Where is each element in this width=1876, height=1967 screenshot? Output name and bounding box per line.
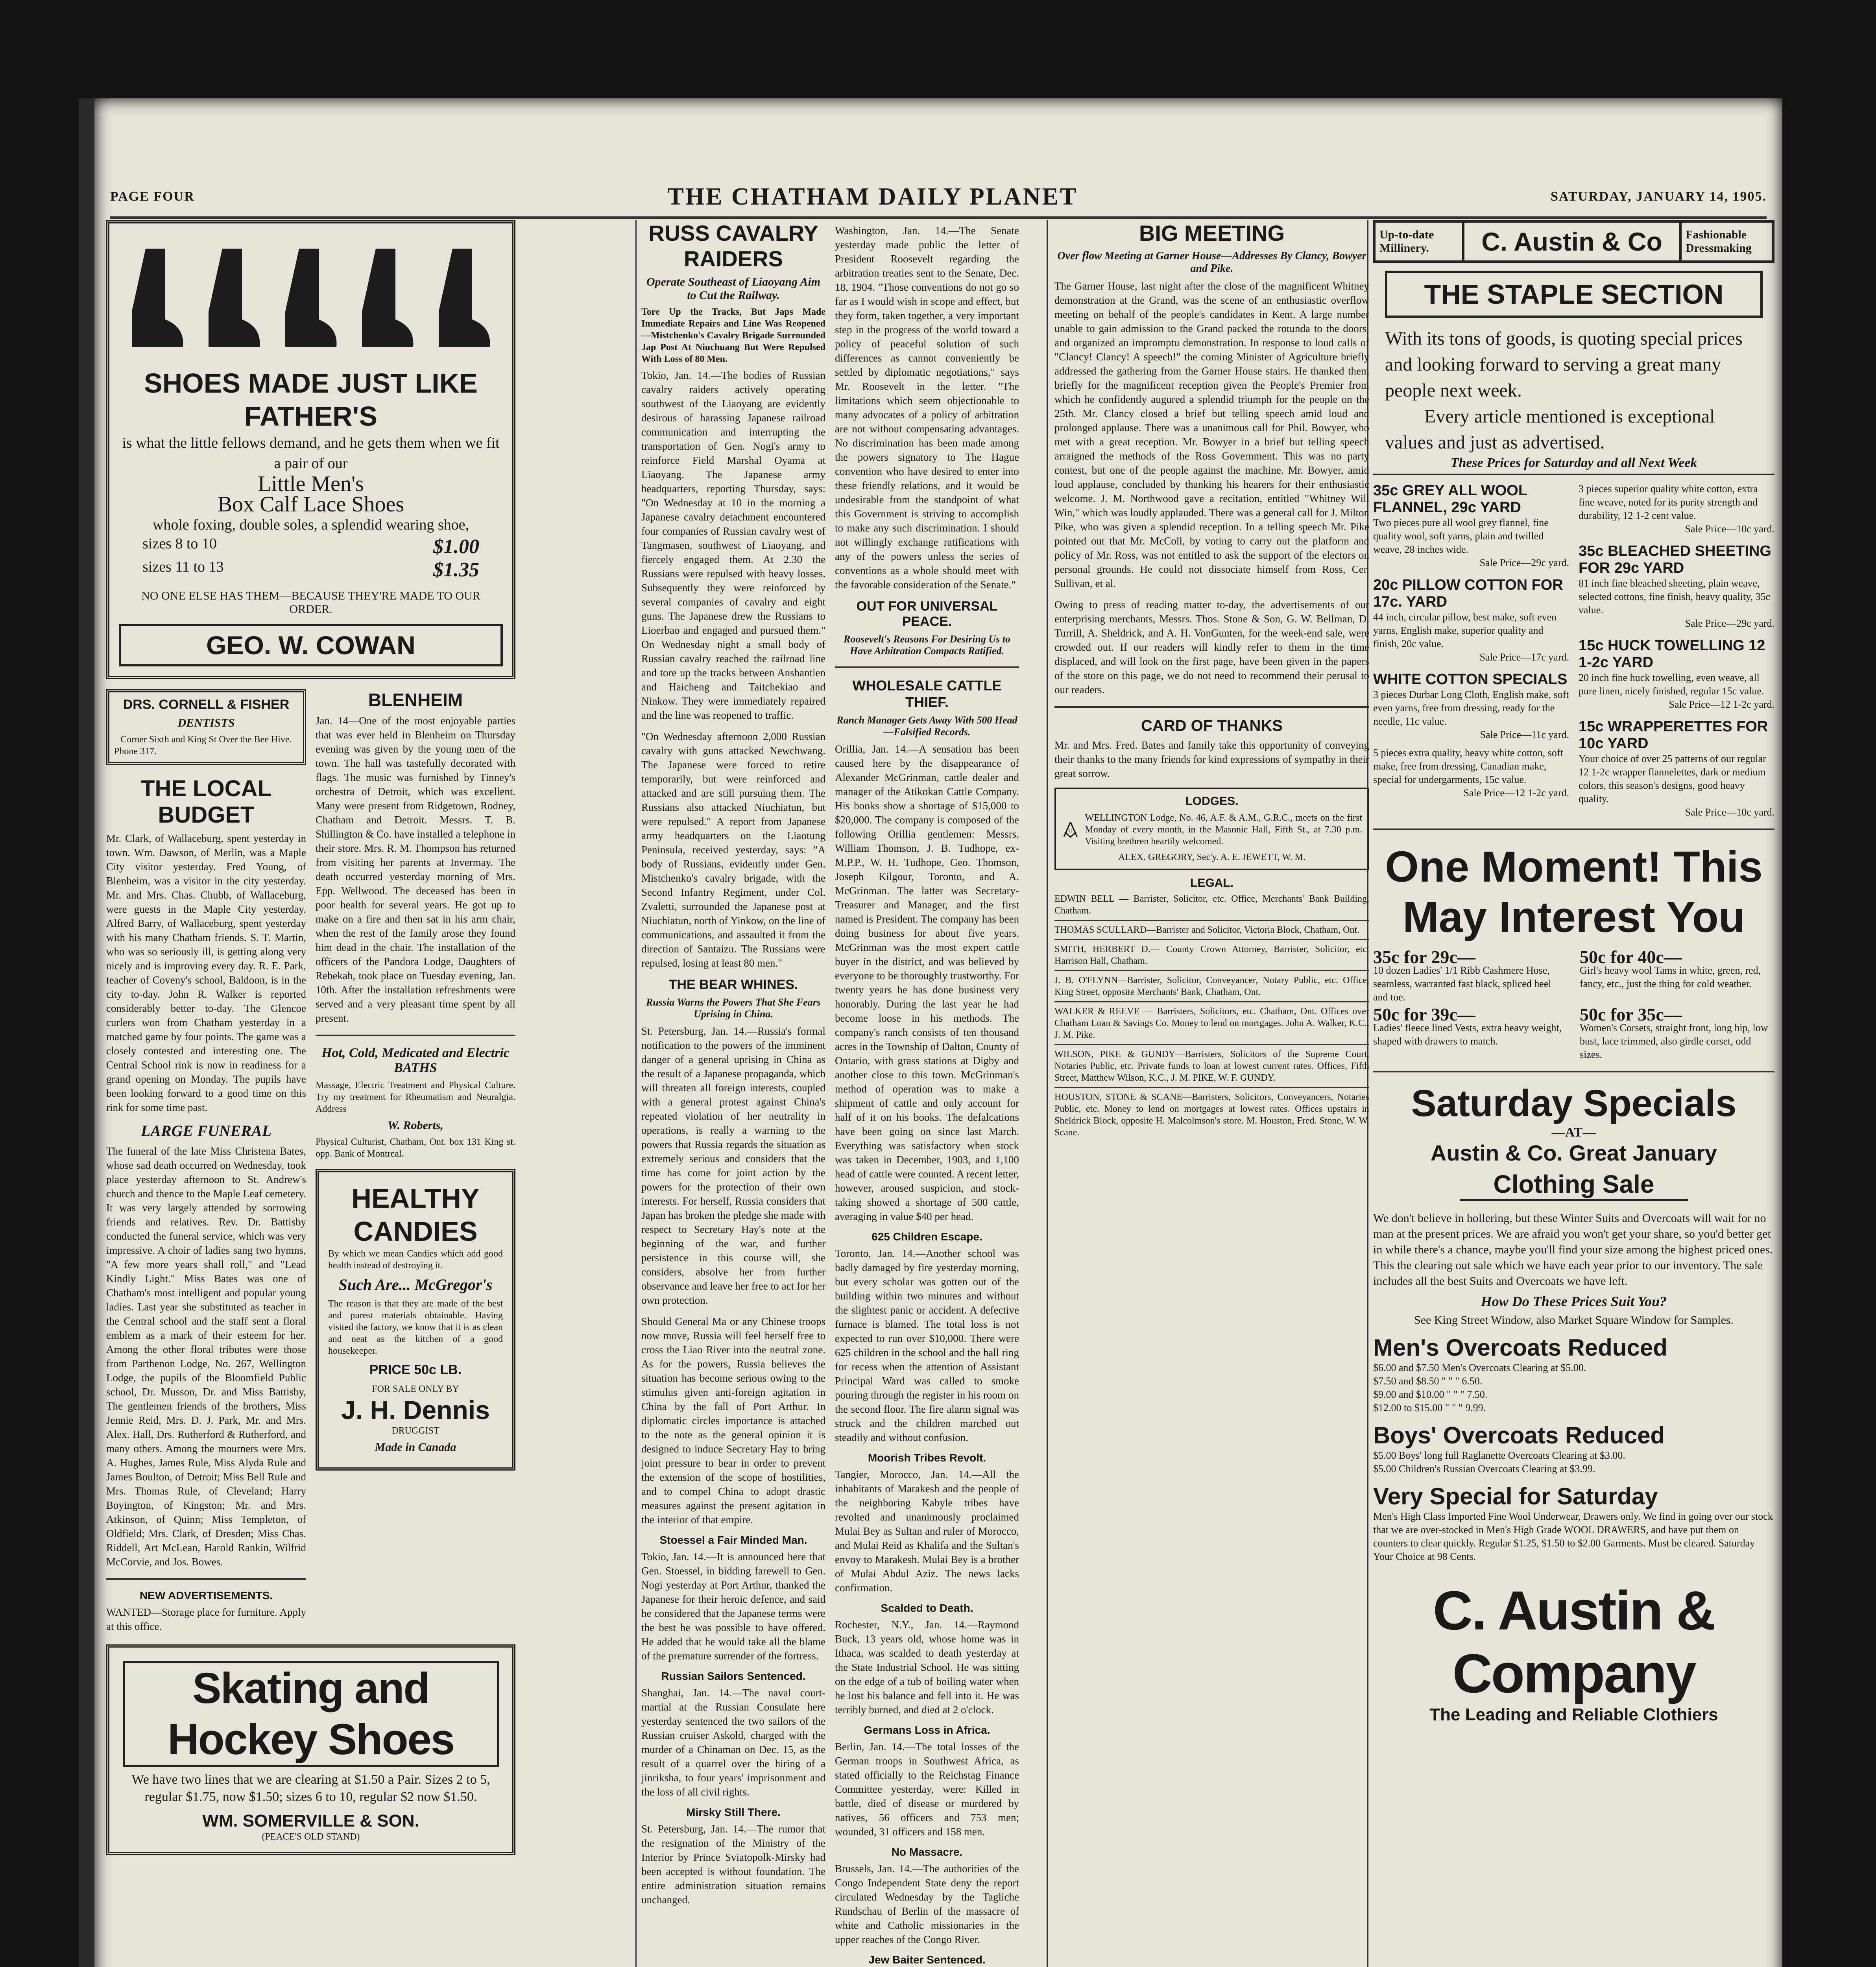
cattle-thief-title: WHOLESALE CATTLE THIEF. [852,677,1002,710]
war-news-subcolumns [641,220,1019,1967]
candies-ad [316,1169,515,1471]
mens-line: $7.50 and $8.50 " " " 6.50. [1373,1375,1483,1387]
size-range: sizes 8 to 10 [142,535,217,552]
jew-baiter-title: Jew Baiter Sentenced. [868,1954,986,1966]
russ-cavalry-text2: "On Wednesday afternoon 2,000 Russian cavalry with guns attacked Newchwang. The Japanese were forced to retire temporarily, but were reinforced and attacked and are still pursuing them. The Russians also attacked Niuchiatun, but were repulsed." A report from Japanese army headquarters on the Liaotung Peninsula, received yesterday, says: "A body of Russians, evidently under Gen. Mistchenko's cavalry brigade, with the Second Infantry Regiment, under Col. Zvaletti, surrounded the Japanese post at Niuchiatun, north of Yinkow, on the line of communications, and assaulted it from the direction of Santaizu. The Russians were repulsed, losing at least 80 men." [641,731,825,969]
column-rule [635,220,637,1967]
germans-loss-text: Berlin, Jan. 14.—The total losses of the German troops in Southwest Africa, as stated officially to the Reichstag Finance Committee yesterday, were: Killed in battle, died of disease or murdered by natives, 56 officers and 753 men; wounded, 31 officers and 158 men. [835,1741,1019,1838]
dressmaking-label: Fashionable Dressmaking [1686,228,1752,255]
staple-items-right [1579,475,1774,819]
legal-title: LEGAL. [1190,876,1233,889]
one-moment-desc: Women's Corsets, straight front, long hip, low bust, lace trimmed, also girdle corset, odd sizes. [1580,1022,1768,1060]
one-moment-item [1373,1004,1568,1061]
ad-note: NO ONE ELSE HAS THEM—BECAUSE THEY'RE MADE TO OUR ORDER. [141,589,480,616]
baths-name: W. Roberts, [388,1119,443,1132]
millinery-label: Up-to-date Millinery. [1376,223,1464,260]
baths-address: Physical Culturist, Chatham, Ont. box 131 King st. opp. Bank of Montreal. [316,1137,515,1159]
staple-items [1373,475,1774,819]
divider [1373,1071,1774,1072]
staple-item-price: Sale Price—12 1-2c yard. [1669,699,1774,710]
one-moment-price: 50c for 35c— [1580,1004,1682,1024]
cowan-shoe-ad [106,220,515,679]
skating-stand: (PEACE'S OLD STAND) [262,1832,360,1842]
issue-date: SATURDAY, JANUARY 14, 1905. [1550,189,1767,204]
masonic-square-compass-icon [1062,808,1079,851]
skating-text: We have two lines that we are clearing at $1.50 a Pair. Sizes 2 to 5, regular $1.75, now $1.50; sizes 6 to 10, regular $2 now $1.50. [131,1772,490,1804]
candies-druggist: DRUGGIST [391,1426,439,1436]
staple-item-price: Sale Price—11c yard. [1480,729,1569,740]
no-massacre-title: No Massacre. [891,1846,963,1858]
blenheim-title: BLENHEIM [368,690,463,710]
staple-item-price: Sale Price—10c yard. [1685,523,1774,535]
price-line [119,558,503,581]
staple-intro2: Every article mentioned is exceptional values and just as advertised. [1385,406,1715,453]
staple-item-heading: 35c GREY ALL WOOL FLANNEL, 29c YARD [1373,482,1527,516]
candies-price: PRICE 50c LB. [369,1362,462,1377]
russ-cavalry-text: Tokio, Jan. 14.—The bodies of Russian cavalry raiders actively operating southwest of the Liaoyang are evidently desirous of harassing Japanese railroad communication and interrupting the transportation of Gen. Nogi's army to reinforce Field Marshal Oyama at Liaoyang. The Japanese army headquarters, reporting Thursday, says: "On Wednesday at 10 in the morning a Japanese cavalry detachment encountered four companies of Russian cavalry west of Tangmasen, southwest of Liaoyang, and fiercely engaged them. At 2.30 the Russians were repulsed with heavy losses. Subsequently they were reinforced by several companies of cavalry and eight guns. The Japanese drew the Russians to Lioerbao and engaged and pursued them." On Wednesday night a small body of Russian cavalry reached the railroad line and tore up the tracks between Anshantien and Haicheng and Taitchekiao and Ninkow. They were immediately repaired and the line was reopened to traffic. [641,369,825,721]
universal-peace-text: Washington, Jan. 14.—The Senate yesterday made public the letter of President Roosevelt regarding the arbitration treaties sent to the Senate, Dec. 18, 1904. "Those conventions do not go so far as I would wish in scope and effect, but they form, taken together, a very important step in the progress of the world toward a policy of peaceful solution of such differences as cannot conveniently be settled by diplomatic negotiations," says Mr. Roosevelt in the letter. "The limitations which seem objectionable to many advocates of a policy of arbitration are not without compensating advantages. No discrimination has been made among the powers signatory to The Hague convention who have desired to enter into these friendly relations, and it would be undesirable from the standpoint of what this Government is striving to accomplish to make any such discrimination. I should not willingly exchange ratifications with any of the powers unless the series of conventions as a whole should meet with the favorable consideration of the Senate." [835,225,1019,590]
staple-item-heading: 15c WRAPPERETTES FOR 10c YARD [1579,718,1768,752]
very-special-title: Very Special for Saturday [1373,1483,1658,1509]
ad-desc: whole foxing, double soles, a splendid wearing shoe, [152,517,469,533]
dentists-address: Corner Sixth and King St Over the Bee Hive. [120,734,292,745]
staple-item-price: Sale Price—10c yard. [1685,806,1774,818]
stoessel-title: Stoessel a Fair Minded Man. [659,1534,807,1546]
newspaper-page [94,98,1782,1967]
price-line [119,535,503,558]
divider [835,666,1019,668]
divider [106,1578,306,1580]
bear-whines-text: St. Petersburg, Jan. 14.—Russia's formal notification to the powers of the imminent danger of a general uprising in China as the result of a Japanese propaganda, which will threaten all foreign interests, coupled with a general protest against China's repeated violation of her neutrality in operations, is really a warning to the powers that Russia regards the situation as extremely serious and considers that the time has come for joint action by the powers for the protection of their own interests. For herself, Russia considers that Japan has broken the pledge she made with respect to Secretary Hay's note at the beginning of the war, and further persistence in this course will, she considers, absolve her from further observance and leave her free to act for her own protection. [641,1025,825,1306]
no-massacre-text: Brussels, Jan. 14.—The authorities of the Congo Independent State deny the report circulated Wednesday by the Tagliche Rundschau of Berlin of the massacre of white and Catholic missionaries in the upper reaches of the Congo River. [835,1863,1019,1945]
candies-text2: The reason is that they are made of the best and purest materials obtainable. Having visited the factory, we know that it is as clean and neat as the kitchen of a good housekeeper. [328,1299,503,1356]
mens-line: $6.00 and $7.50 Men's Overcoats Clearing at $5.00. [1373,1362,1586,1373]
bear-whines-sub: Russia Warns the Powers That She Fears Uprising in China. [646,996,821,1020]
one-moment-price: 35c for 29c— [1373,947,1475,967]
big-meeting-text2: Owing to press of reading matter to-day, the advertisements of our enterprising merchants, Messrs. Thos. Stone & Son, G. W. Bellman, D. Turrill, A. Sheldrick, and A. H. VonGunten, for the week-end sale, were crowded out. If our readers will kindly refer to them in the time displaced, and will look on the first page, have been given in the papers of the store on this page, we do not need to recommend their perusal to our readers. [1054,599,1369,696]
scalded-title: Scalded to Death. [881,1602,973,1614]
staple-item-text: 3 pieces superior quality white cotton, extra fine weave, noted for its purity strength and durability, 12 1-2 cent value. [1579,483,1758,521]
legal-entry: HOUSTON, STONE & SCANE—Barristers, Solicitors, Conveyancers, Notaries Public, etc. Money to lend on mortgages at lowest rates. Offices upstairs in Sheldrick Block, opposite H. Malcolmson's store. M. Houston, Fred. Stone, W. W. Scane. [1054,1092,1369,1138]
legal-entry: WILSON, PIKE & GUNDY—Barristers, Solicitors of the Supreme Court, Notaries Public, etc. Private funds to loan at lowest current rates. Offices, Fifth Street, Matthew Wilson, K.C., J. M. PIKE, W. F. GUNDY. [1054,1045,1369,1088]
divider [316,1035,515,1036]
candies-title: HEALTHY CANDIES [351,1183,480,1247]
page-binding-edge [79,98,94,1967]
funeral-title: LARGE FUNERAL [140,1122,272,1140]
staple-item-heading: 35c BLEACHED SHEETING FOR 29c YARD [1579,543,1771,576]
big-meeting-title: BIG MEETING [1139,221,1285,245]
big-meeting-text: The Garner House, last night after the close of the magnificent Whitney demonstration at the Grand, was the scene of an enthusiastic overflow meeting on behalf of the people's candidates in Kent. A large number unable to gain admission to the Grand packed the rotunda to the doors, and organized an impromptu demonstration. In response to loud calls of "Clancy! Clancy! A speech!" the coming Minister of Agriculture briefly addressed the gathering from the Garner House stairs. He thanked them briefly for the magnificent reception given the People's Premier from which he confidently augured a splendid triumph for the people on the 25th. Mr. Clancy closed a brief but telling speech amid loud and prolonged applause. There was a unanimous call for Phil. Bowyer, who met with a great reception. Mr. Bowyer in a brief but telling speech arraigned the methods of the Ross Government. This was no party contest, but one of the people against the machine. Mr. Bowyer, amid loud applause, concluded by thanking his hearers for their enthusiastic welcome. J. M. Northwood gave a recitation, entitled "Whitney Will Win," which was loudly applauded. There was a general call for J. Milton Pike, who was given a splendid reception. In a telling speech Mr. Pike pointed out that Mr. McColl, by voting to carry out the platform and policy of Mr. Ross, was not entitled to ask the support of the electors on personal grounds. He could not dissociate himself from Ross, Cer. Sullivan, et al. [1054,280,1369,589]
children-escape-text: Toronto, Jan. 14.—Another school was badly damaged by fire yesterday morning, but every scholar was gotten out of the building within two minutes and without the slightest panic or accident. A defective furnace is blamed. The total loss is not expected to run over $10,000. There were 625 children in the school and the hall ring for recess when the attention of Assistant Principal Ward was called to smoke pouring through the register in his room on the second floor. The fire alarm signal was struck and the children marched out steadily and without confusion. [835,1247,1019,1443]
cattle-thief-sub: Ranch Manager Gets Away With 500 Head—Falsified Records. [836,714,1017,738]
ad-product: Box Calf Lace Shoes [217,492,404,517]
boot-icon [360,245,415,355]
column-rule [1047,220,1048,1967]
lodges-title: LODGES. [1185,795,1239,808]
sailors-text: Shanghai, Jan. 14.—The naval court-martial at the Russian Consulate here yesterday sentenced the two sailors of the Russian cruiser Askold, charged with the murder of a Chinaman on Dec. 15, as the result of a quarrel over the hiring of a jinriksha, to four years' imprisonment and the loss of all civil rights. [641,1687,825,1798]
lodges-text: WELLINGTON Lodge, No. 46, A.F. & A.M., G.R.C., meets on the first Monday of every month, in the Masonic Hall, Fifth St., at 7.30 p.m. Visiting brethren heartily welcomed. [1085,813,1362,847]
left-subcolumns [106,689,515,1640]
dentists-title: DRS. CORNELL & FISHER [123,697,290,712]
dentists-sub: DENTISTS [177,716,235,729]
candies-text: By which we mean Candies which add good health instead of destroying it. [328,1249,503,1271]
ad-product: Little Men's [258,472,364,496]
skating-title: Skating and Hockey Shoes [123,1661,499,1767]
bear-whines-text2: Should General Ma or any Chinese troops now move, Russia will feel herself free to cross the Liao River into the neutral zone. As for the powers, Russia believes the situation has become serious owing to the stimulus given anti-foreign agitation in China by the fall of Port Arthur. In diplomatic circles importance is attached to the note as the general opinion it is designed to induce Secretary Hay to bring joint pressure to bear in order to prevent the extension of the scope of hostilities, and to compel China to adopt drastic measures against the present agitation in the interior of that empire. [641,1316,825,1526]
ad-headline: SHOES MADE JUST LIKE FATHER'S [144,368,478,432]
saturday-window: See King Street Window, also Market Square Window for Samples. [1414,1314,1734,1327]
staple-section-title: THE STAPLE SECTION [1385,271,1763,318]
one-moment-item [1580,947,1774,1004]
lodges-notice [1054,788,1369,870]
staple-item-price: Sale Price—12 1-2c yard. [1463,787,1569,799]
merchant-name: GEO. W. COWAN [119,624,503,666]
staple-item-price: Sale Price—29c yard. [1685,618,1774,629]
scalded-text: Rochester, N.Y., Jan. 14.—Raymond Buck, 13 years old, whose home was in Ithaca, was scalded to death yesterday at the State Industrial School. He was sitting on the edge of a tub of boiling water when he lost his balance and fell into it. He was terribly burned, and died at 2 o'clock. [835,1619,1019,1716]
one-moment-price: 50c for 39c— [1373,1004,1475,1024]
one-moment-desc: Girl's heavy wool Tams in white, green, red, fancy, etc., just the thing for cold weather. [1580,965,1761,989]
local-budget-title: THE LOCAL BUDGET [141,776,271,828]
staple-item-text: Your choice of over 25 patterns of our regular 12 1-2c wrapper flannelettes, dark or medium colors, this season's designs, good heavy quality. [1579,753,1766,805]
staple-items-left [1373,475,1569,819]
one-moment-desc: Ladies' fleece lined Vests, extra heavy weight, shaped with drawers to match. [1373,1022,1562,1047]
one-moment-desc: 10 dozen Ladies' 1/1 Ribb Cashmere Hose, seamless, warranted fast black, spliced heel and toe. [1373,965,1551,1003]
dentists-phone: Phone 317. [114,746,157,757]
one-moment-price: 50c for 40c— [1580,947,1682,967]
svg-text:G: G [1068,828,1073,834]
boot-icon [283,245,338,355]
boot-icon [437,245,492,355]
newspaper-title: THE CHATHAM DAILY PLANET [667,183,1078,210]
legal-entry: J. B. O'FLYNN—Barrister, Solicitor, Conveyancer, Notary Public, etc. Office, King Street, opposite Merchants' Bank, Chatham, Ont. [1054,971,1369,1002]
staple-item-text: Two pieces pure all wool grey flannel, fine quality wool, soft yarns, plain and twilled weave, 28 inches wide. [1373,517,1549,555]
one-moment-grid [1373,947,1774,1061]
legal-entry: EDWIN BELL — Barrister, Solicitor, etc. Office, Merchants' Bank Building, Chatham. [1054,890,1369,921]
staple-item-text: 5 pieces extra quality, heavy white cotton, soft make, free from dressing, Canadian make, special for undergarments, 15c value. [1373,747,1563,785]
staple-item-heading: 20c PILLOW COTTON FOR 17c. YARD [1373,577,1563,610]
staple-item-text: 20 inch fine huck towelling, even weave, all pure linen, nicely finished, regular 15c value. [1579,672,1764,697]
legal-entry: THOMAS SCULLARD—Barrister and Solicitor, Victoria Block, Chatham, Ont. [1054,921,1369,940]
universal-peace-title: OUT FOR UNIVERSAL PEACE. [856,599,998,629]
mirsky-text: St. Petersburg, Jan. 14.—The rumor that the resignation of the Ministry of the Interior by Prince Sviatopolk-Mirsky had been accepted is without foundation. The entire administration situation remains unchanged. [641,1823,825,1906]
local-budget-text: Mr. Clark, of Wallaceburg, spent yesterday in town. Wm. Dawson, of Merlin, was a Maple City visitor yesterday. Fred Young, of Blenheim, was a visitor in the city yesterday. Mr. and Mrs. Chas. Chubb, of Wallaceburg, were guests in the Maple City yesterday. Alfred Barry, of Wallaceburg, spent yesterday with his many Chatham friends. S. T. Martin, who was so seriously ill, is getting along very nicely and is improving every day. R. E. Park, teacher of Coveny's school, Baldoon, is in the city to-day. John R. Walker is reported considerably better to-day. The Glencoe curlers won from Chatham yesterday in a matched game by four points. The game was a closely contested and interesting one. The Central School rink is now in readiness for a grand opening on Monday. The pupils have been looking forward to a good time on this rink for some time past. [106,832,306,1113]
staple-price-bar: These Prices for Saturday and all Next Week [1373,456,1774,475]
page-label: PAGE FOUR [110,189,195,204]
boys-line: $5.00 Boys' long full Raglanette Overcoats Clearing at $3.00. [1373,1450,1625,1461]
column-local-notices [1054,220,1369,1967]
column-war-news [641,220,1019,1967]
subcolumn-a [106,689,306,1640]
divider [1054,706,1369,708]
card-thanks-title: CARD OF THANKS [1141,717,1283,734]
big-meeting-sub: Over flow Meeting at Garner House—Addresses By Clancy, Bowyer and Pike. [1057,250,1366,275]
russ-cavalry-sub: Operate Southeast of Liaoyang Aim to Cut the Railway. [646,275,821,302]
universal-peace-sub: Roosevelt's Reasons For Desiring Us to Have Arbitration Compacts Ratified. [844,633,1010,657]
staple-item-text: 44 inch, circular pillow, best make, soft even yarns, English make, superior quality and finish, 20c value. [1373,611,1557,650]
clothing-sale: Clothing Sale [1460,1170,1688,1201]
size-range: sizes 11 to 13 [142,559,224,575]
cattle-thief-text: Orillia, Jan. 14.—A sensation has been caused here by the disappearance of Alexander McGrinman, cattle dealer and manager of the Atikokan Cattle Company. His books show a shortage of $15,000 to $20,000. The company is composed of the following Orillia gentlemen: Messrs. William Thomson, J. B. Tudhope, ex-M.P.P., W. H. Tudhope, Geo. Thomson, Joseph Kilgour, Toronto, and A. McGrinman. The latter was Secretary-Treasurer and Manager, and the first named is President. The company has been doing business for about five years. McGrinman was the most expert cattle buyer in the district, and was believed by everyone to be thoroughly trustworthy. For twenty years he has done business very honorably. During the last year he had become loose in his methods. The company's ranch consists of ten thousand acres in the Township of Dalton, County of Ontario, with grass stations at Digby and another close to this town. McGrinman's method of operation was to make a shipment of cattle and only account for half of it on his books. The defalcations have been going on since last March. Everything was satisfactory when stock was taken in December, 1903, and 1,100 head of cattle were counted. A recent letter, however, aroused suspicion, and stock-taking showed a shortage of 500 cattle, averaging in value $40 per head. [835,743,1019,1222]
shoe-illustration-row [119,237,503,355]
stoessel-text: Tokio, Jan. 14.—It is announced here that Gen. Stoessel, in bidding farewell to Gen. Nogi yesterday at Port Arthur, thanked the Japanese for their heroic defence, and said he considered that the Japanese terms were the best he was possible to have offered. He added that he would take all the blame of the premature surrender of the fortress. [641,1551,825,1662]
staple-item-heading: WHITE COTTON SPECIALS [1373,671,1568,688]
sailors-title: Russian Sailors Sentenced. [661,1670,806,1682]
subcolumn-b [316,689,515,1640]
staple-item-price: Sale Price—29c yard. [1479,557,1569,568]
saturday-sub: Austin & Co. Great January [1430,1140,1717,1165]
austin-name: C. Austin & Co [1464,223,1682,260]
austin-top-bar [1373,220,1774,263]
moorish-title: Moorish Tribes Revolt. [868,1452,986,1464]
austin-company-name: C. Austin & Company [1433,1580,1715,1704]
funeral-text: The funeral of the late Miss Christena Bates, whose sad death occurred on Wednesday, took place yesterday afternoon to St. Andrew's church and thence to the Maple Leaf cemetery. It was very largely attended by sorrowing friends and relatives. Rev. Dr. Battisby conducted the funeral service, which was very impressive. A choir of ladies sang two hymns, "A few more years shall roll," and "Lead Kindly Light." Miss Bates was one of Chatham's most intelligent and popular young ladies. Last year she substituted as teacher in the Central school and the staff sent a floral emblem as a mark of their esteem for her. Among the other floral tributes were those from Parthenon Lodge, No. 267, Wellington Lodge, the pupils of the Bloomfield Public school, Dr. Musson, Dr. and Miss Battisby, The gentlemen friends of the brothers, Miss Jennie Reid, Mrs. D. J. Park, Mr. and Mrs. Alex. Hall, Drs. Rutherford & Rutherford, and many others. Among the mourners were Mrs. A. Hughes, James Rule, Miss Alyda Rule and James Boulton, of Detroit; Miss Bell Rule and Mrs. Thomas Rule, of Cleveland; Harry Boyington, of Kingston; Mr. and Mrs. Atkinson, of Quinn; Miss Templeton, of Oldfield; Mrs. Clark, of Dresden; Miss Chas. Riddell, Art McLean, Harold Rankin, Wilfrid McCorvie, and Jos. Bowes. [106,1145,306,1568]
mens-overcoats-title: Men's Overcoats Reduced [1373,1334,1667,1361]
column-austin-ads [1373,220,1774,1967]
bear-whines-title: THE BEAR WHINES. [668,977,798,992]
very-special-text: Men's High Class Imported Fine Wool Underwear, Drawers only. We find in going over our stock that we are over-stocked in Men's High Grade WOOL DRAWERS, and have put them on counters to clear quickly. Regular $1.25, $1.50 to $2.00 Garments. Must be cleared. Saturday Your Choice at 98 Cents. [1373,1511,1773,1562]
austin-tagline: The Leading and Reliable Clothiers [1429,1705,1718,1724]
saturday-specials-title: Saturday Specials [1411,1082,1737,1124]
column-left [106,220,515,1967]
one-moment-title: One Moment! This May Interest You [1385,843,1763,941]
boys-line: $5.00 Children's Russian Overcoats Clearing at $3.99. [1373,1463,1595,1474]
moorish-text: Tangier, Morocco, Jan. 14.—All the inhabitants of Marakesh and the people of the neighboring Kabyle tribes have revolted and unanimously proclaimed Mulai Bey as Sultan and ruler of Morocco, and Mulai Reid as Khalifa and the Sultan's envoy to Marakesh. Mulai Bey is a brother of Mulai Abdul Aziz. The news lacks confirmation. [835,1469,1019,1594]
lodges-officers: ALEX. GREGORY, Sec'y. A. E. JEWETT, W. M. [1118,852,1305,862]
boot-icon [130,245,185,355]
staple-item-text: 3 pieces Durbar Long Cloth, English make, soft even yarns, free from dressing, ready for the needle, 11c value. [1373,689,1569,727]
candies-merchant: J. H. Dennis [341,1395,490,1425]
one-moment-item [1373,947,1568,1004]
children-escape-title: 625 Children Escape. [872,1231,982,1243]
subcolumn-c [641,220,825,1967]
candies-sold-by: FOR SALE ONLY BY [372,1384,459,1394]
card-thanks-text: Mr. and Mrs. Fred. Bates and family take this opportunity of conveying their thanks to the many friends for kind expressions of sympathy in their great sorrow. [1054,739,1369,779]
candies-sub: Such Are... McGregor's [338,1276,493,1293]
skating-shoes-ad [106,1644,515,1855]
subcolumn-d [835,220,1019,1967]
boys-overcoats-title: Boys' Overcoats Reduced [1373,1422,1665,1448]
staple-item-price: Sale Price—17c yard. [1479,651,1569,663]
price: $1.35 [433,559,479,581]
saturday-question: How Do These Prices Suit You? [1481,1293,1667,1309]
ad-body: is what the little fellows demand, and he gets them when we fit a pair of our [122,435,500,472]
mirsky-title: Mirsky Still There. [686,1806,781,1818]
mens-line: $12.00 to $15.00 " " " 9.99. [1373,1402,1486,1413]
saturday-intro: We don't believe in hollering, but these Winter Suits and Overcoats will wait for no man at the present prices. We are afraid you won't get your share, so you'd better get in while there's a chance, maybe you'll find your size among the highest priced ones. This the clearing out sale which we have each year prior to our inventory. The sale includes all the best Suits and Overcoats we have left. [1373,1212,1773,1288]
lodges-body [1062,808,1362,851]
price: $1.00 [433,535,479,558]
blenheim-text: Jan. 14—One of the most enjoyable parties that was ever held in Blenheim on Thursday evening was given by the young men of the town. The hall was tastefully decorated with flags. The music was furnished by Tinney's orchestra of Detroit, which was excellent. Many were present from Ridgetown, Rodney, Chatham and Detroit. Messrs. T. B. Shillington & Co. have installed a telephone in their store. Mrs. R. M. Thompson has returned from visiting her parents at Invermay. The death occurred yesterday morning of Mrs. Epp. Wellwood. The deceased has been in poor health for several years. He got up to make on a fire and then sat in his arm chair, when the rest of the family arose they found him dead in the chair. The installation of the officers of the Pandora Lodge, Daughters of Rebekah, took place on Tuesday evening, Jan. 10th. After the installation refreshments were served and a very pleasant time spent by all present. [316,715,515,1024]
legal-entry: SMITH, HERBERT D.— County Crown Attorney, Barrister, Solicitor, etc. Harrison Hall, Chatham. [1054,940,1369,971]
staple-item-heading: 15c HUCK TOWELLING 12 1-2c YARD [1579,637,1765,671]
saturday-at: —AT— [1551,1125,1596,1140]
one-moment-item [1580,1004,1774,1061]
legal-entry: WALKER & REEVE — Barristers, Solicitors, etc. Chatham, Ont. Offices over Chatham Loan & Savings Co. Money to lend on mortgages. John A. Walker, K.C., J. M. Pike. [1054,1002,1369,1045]
russ-cavalry-title: RUSS CAVALRY RAIDERS [648,221,818,271]
russ-cavalry-summary: Tore Up the Tracks, But Japs Made Immediate Repairs and Line Was Reopened—Mistchenko's Cavalry Brigade Surrounded Jap Post At Niuchuang But Were Repulsed With Loss of 80 Men. [641,307,825,364]
skating-merchant: WM. SOMERVILLE & SON. [202,1811,419,1830]
baths-text: Massage, Electric Treatment and Physical Culture. Try my treatment for Rheumatism and Neuralgia. Address [316,1080,515,1114]
masthead [110,177,1767,219]
baths-title: Hot, Cold, Medicated and Electric BATHS [321,1046,510,1075]
dentists-card [106,689,306,765]
germans-loss-title: Germans Loss in Africa. [864,1724,990,1736]
mens-line: $9.00 and $10.00 " " " 7.50. [1373,1389,1488,1400]
new-ads-text: WANTED—Storage place for furniture. Apply at this office. [106,1606,306,1632]
boot-icon [207,245,262,355]
staple-item-text: 81 inch fine bleached sheeting, plain weave, selected cottons, fine finish, heavy quality, 35c value. [1579,578,1771,616]
staple-intro: With its tons of goods, is quoting special prices and looking forward to serving a great many people next week. [1385,328,1743,401]
divider [1373,829,1774,830]
candies-made: Made in Canada [375,1441,456,1454]
new-ads-title: NEW ADVERTISEMENTS. [139,1589,273,1602]
